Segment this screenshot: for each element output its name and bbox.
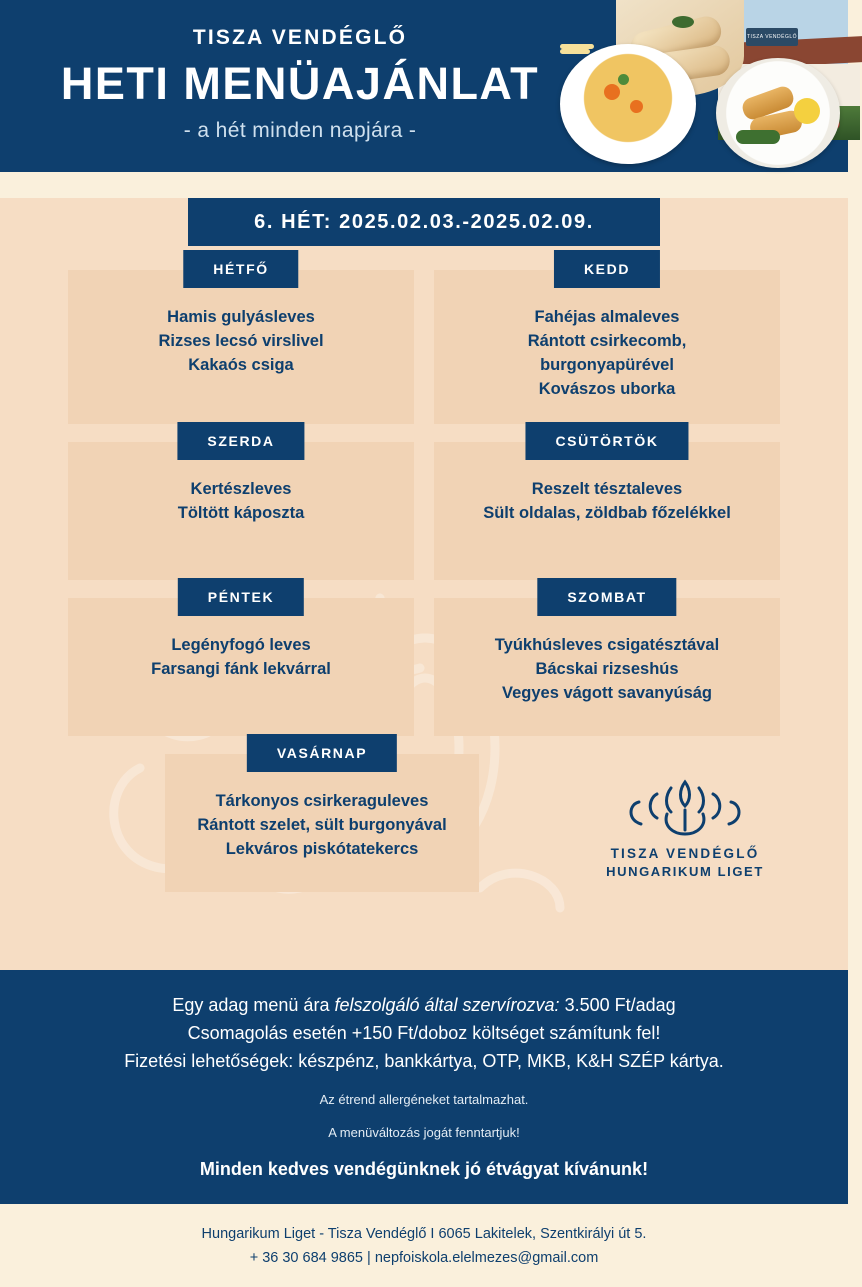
building-sign <box>746 28 798 46</box>
dish-item: Hamis gulyásleves <box>167 308 315 326</box>
restaurant-logo <box>590 754 780 879</box>
price-prefix: Egy adag menü ára <box>172 995 335 1015</box>
bon-appetit-line: Minden kedves vendégünknek jó étvágyat kívánunk! <box>199 1158 649 1179</box>
allergen-note: Az étrend allergéneket tartalmazhat. <box>319 1091 529 1107</box>
info-panel <box>0 970 848 1204</box>
dish-item: Rizses lecsó virslivel <box>158 331 324 350</box>
dish-item: Töltött káposzta <box>177 503 305 522</box>
noodle-shape <box>560 49 590 54</box>
dish-item: Sült oldalas, zöldbab főzelékkel <box>483 503 731 522</box>
parsley-garnish-shape <box>736 130 780 144</box>
price-amount: 3.500 Ft/adag <box>559 995 676 1015</box>
dish-item: Legényfogó leves <box>171 635 311 654</box>
footer-address: Hungarikum Liget - Tisza Vendéglő I 6065 Lakitelek, Szentkirályi út 5. <box>201 1225 647 1242</box>
carrot-piece-shape <box>604 84 620 100</box>
page-subtitle: - a hét minden napjára - <box>183 119 417 142</box>
dish-item: Rántott szelet, sült burgonyával <box>197 815 447 834</box>
dish-item: Kertészleves <box>190 479 292 498</box>
menu-change-note: A menüváltozás jogát fenntartjuk! <box>328 1125 520 1141</box>
price-service-note: felszolgáló által szervírozva: <box>334 995 560 1015</box>
day-card-sunday <box>165 744 479 892</box>
days-row-3 <box>68 588 780 736</box>
pea-piece-shape <box>618 74 629 85</box>
days-row-4 <box>68 744 780 892</box>
day-title-wednesday: SZERDA <box>177 422 304 460</box>
week-range-label: 6. HÉT: 2025.02.03.-2025.02.09. <box>254 210 594 233</box>
header-photo-collage <box>528 0 848 172</box>
payment-line: Fizetési lehetőségek: készpénz, bankkártya, OTP, MKB, K&H SZÉP kártya. <box>124 1050 724 1071</box>
dish-item: Reszelt tésztaleves <box>531 479 683 498</box>
poster-header <box>0 0 848 172</box>
days-row-2 <box>68 432 780 580</box>
day-title-thursday: CSÜTÖRTÖK <box>525 422 688 460</box>
dish-item: Rántott csirkecomb, <box>527 331 687 350</box>
dish-item: Fahéjas almaleves <box>534 308 680 326</box>
day-card-thursday <box>434 432 780 580</box>
dish-item: Kakaós csiga <box>188 355 294 374</box>
day-card-friday <box>68 588 414 736</box>
day-card-wednesday <box>68 432 414 580</box>
packaging-line: Csomagolás esetén +150 Ft/doboz költséget számítunk fel! <box>187 1022 661 1043</box>
tulip-crest-icon <box>615 774 755 838</box>
dish-item: Farsangi fánk lekvárral <box>151 659 331 678</box>
dish-item: Tárkonyos csirkeraguleves <box>215 791 429 810</box>
week-range-banner <box>188 198 660 246</box>
logo-park-name: HUNGARIKUM LIGET <box>606 863 764 879</box>
page-title: HETI MENÜAJÁNLAT <box>60 58 540 109</box>
day-card-monday <box>68 261 414 424</box>
dish-item: Tyúkhúsleves csigatésztával <box>494 635 720 654</box>
price-line <box>40 992 808 1020</box>
day-card-tuesday <box>434 261 780 424</box>
day-title-friday: PÉNTEK <box>178 578 304 616</box>
days-grid <box>68 261 780 892</box>
day-title-tuesday: KEDD <box>554 250 660 288</box>
day-card-saturday <box>434 588 780 736</box>
fried-fish-photo <box>716 58 840 168</box>
restaurant-brand: TISZA VENDÉGLŐ <box>192 26 408 49</box>
menu-body <box>0 198 848 970</box>
dish-item: Bácskai rizseshús <box>535 659 679 678</box>
dish-item: burgonyapürével <box>540 355 674 374</box>
logo-restaurant-name: TISZA VENDÉGLŐ <box>610 845 760 861</box>
day-title-sunday: VASÁRNAP <box>247 734 397 772</box>
header-text-block <box>0 26 600 143</box>
dish-item: Lekváros piskótatekercs <box>225 839 419 858</box>
poster-footer <box>0 1204 848 1287</box>
footer-contact[interactable]: + 36 30 684 9865 | nepfoiskola.elelmezes@gmail.com <box>249 1250 599 1267</box>
herb-garnish-shape <box>672 16 694 28</box>
lemon-slice-shape <box>794 98 820 124</box>
soup-photo <box>560 44 696 164</box>
dish-item: Vegyes vágott savanyúság <box>501 683 713 702</box>
building-sign-label: TISZA VENDÉGLŐ <box>746 34 798 40</box>
days-row-1 <box>68 261 780 424</box>
carrot-piece-shape <box>630 100 643 113</box>
dish-item: Kovászos uborka <box>538 379 676 398</box>
day-title-saturday: SZOMBAT <box>537 578 676 616</box>
day-title-monday: HÉTFŐ <box>183 250 298 288</box>
